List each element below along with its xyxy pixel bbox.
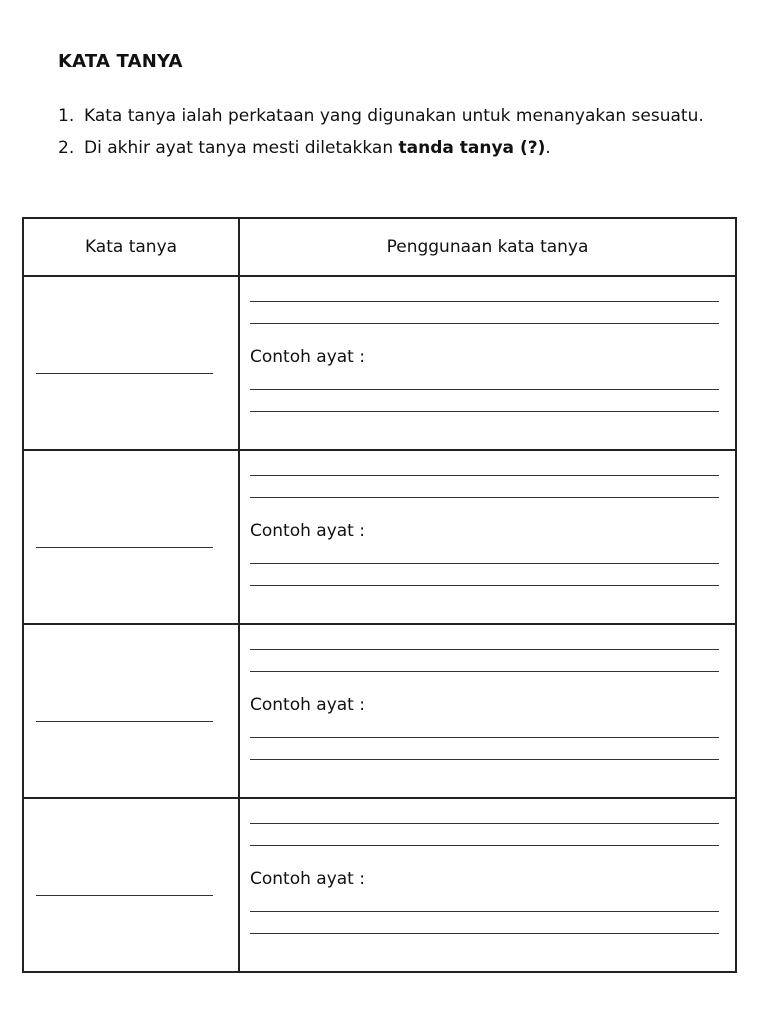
- usage-line[interactable]: [250, 497, 719, 498]
- example-line[interactable]: [250, 933, 719, 934]
- worksheet-table: [22, 217, 737, 973]
- table-header-row: [23, 218, 736, 276]
- question-word-blank[interactable]: [36, 373, 213, 374]
- usage-line[interactable]: [250, 475, 719, 476]
- instruction-list: [58, 100, 718, 164]
- instruction-number: 2.: [58, 138, 75, 158]
- question-word-cell: [23, 798, 239, 972]
- example-line[interactable]: [250, 737, 719, 738]
- usage-line[interactable]: [250, 323, 719, 324]
- example-line[interactable]: [250, 759, 719, 760]
- usage-cell: [239, 798, 736, 972]
- instruction-item: [58, 100, 718, 132]
- example-line[interactable]: [250, 389, 719, 390]
- instruction-text-end: .: [545, 138, 551, 158]
- example-line[interactable]: [250, 911, 719, 912]
- worksheet-title: KATA TANYA: [58, 51, 183, 72]
- instruction-text: Di akhir ayat tanya mesti diletakkan: [84, 138, 399, 158]
- usage-line[interactable]: [250, 671, 719, 672]
- question-word-cell: [23, 624, 239, 798]
- table-row: [23, 624, 736, 798]
- usage-cell: [239, 624, 736, 798]
- usage-cell: [239, 450, 736, 624]
- example-line[interactable]: [250, 585, 719, 586]
- question-word-blank[interactable]: [36, 721, 213, 722]
- question-word-blank[interactable]: [36, 895, 213, 896]
- example-label: Contoh ayat :: [250, 521, 365, 541]
- instruction-emphasis: tanda tanya (?): [398, 138, 546, 158]
- table-row: [23, 798, 736, 972]
- header-kata-tanya: Kata tanya: [23, 218, 239, 276]
- question-word-cell: [23, 276, 239, 450]
- table-row: [23, 450, 736, 624]
- example-label: Contoh ayat :: [250, 347, 365, 367]
- usage-line[interactable]: [250, 845, 719, 846]
- usage-line[interactable]: [250, 823, 719, 824]
- question-word-cell: [23, 450, 239, 624]
- example-line[interactable]: [250, 411, 719, 412]
- usage-line[interactable]: [250, 301, 719, 302]
- instruction-number: 1.: [58, 106, 75, 126]
- header-penggunaan: Penggunaan kata tanya: [239, 218, 736, 276]
- example-label: Contoh ayat :: [250, 695, 365, 715]
- usage-line[interactable]: [250, 649, 719, 650]
- instruction-text: Kata tanya ialah perkataan yang digunakan untuk menanyakan sesuatu.: [84, 106, 704, 126]
- example-line[interactable]: [250, 563, 719, 564]
- question-word-blank[interactable]: [36, 547, 213, 548]
- example-label: Contoh ayat :: [250, 869, 365, 889]
- usage-cell: [239, 276, 736, 450]
- table-row: [23, 276, 736, 450]
- instruction-item: [58, 132, 718, 164]
